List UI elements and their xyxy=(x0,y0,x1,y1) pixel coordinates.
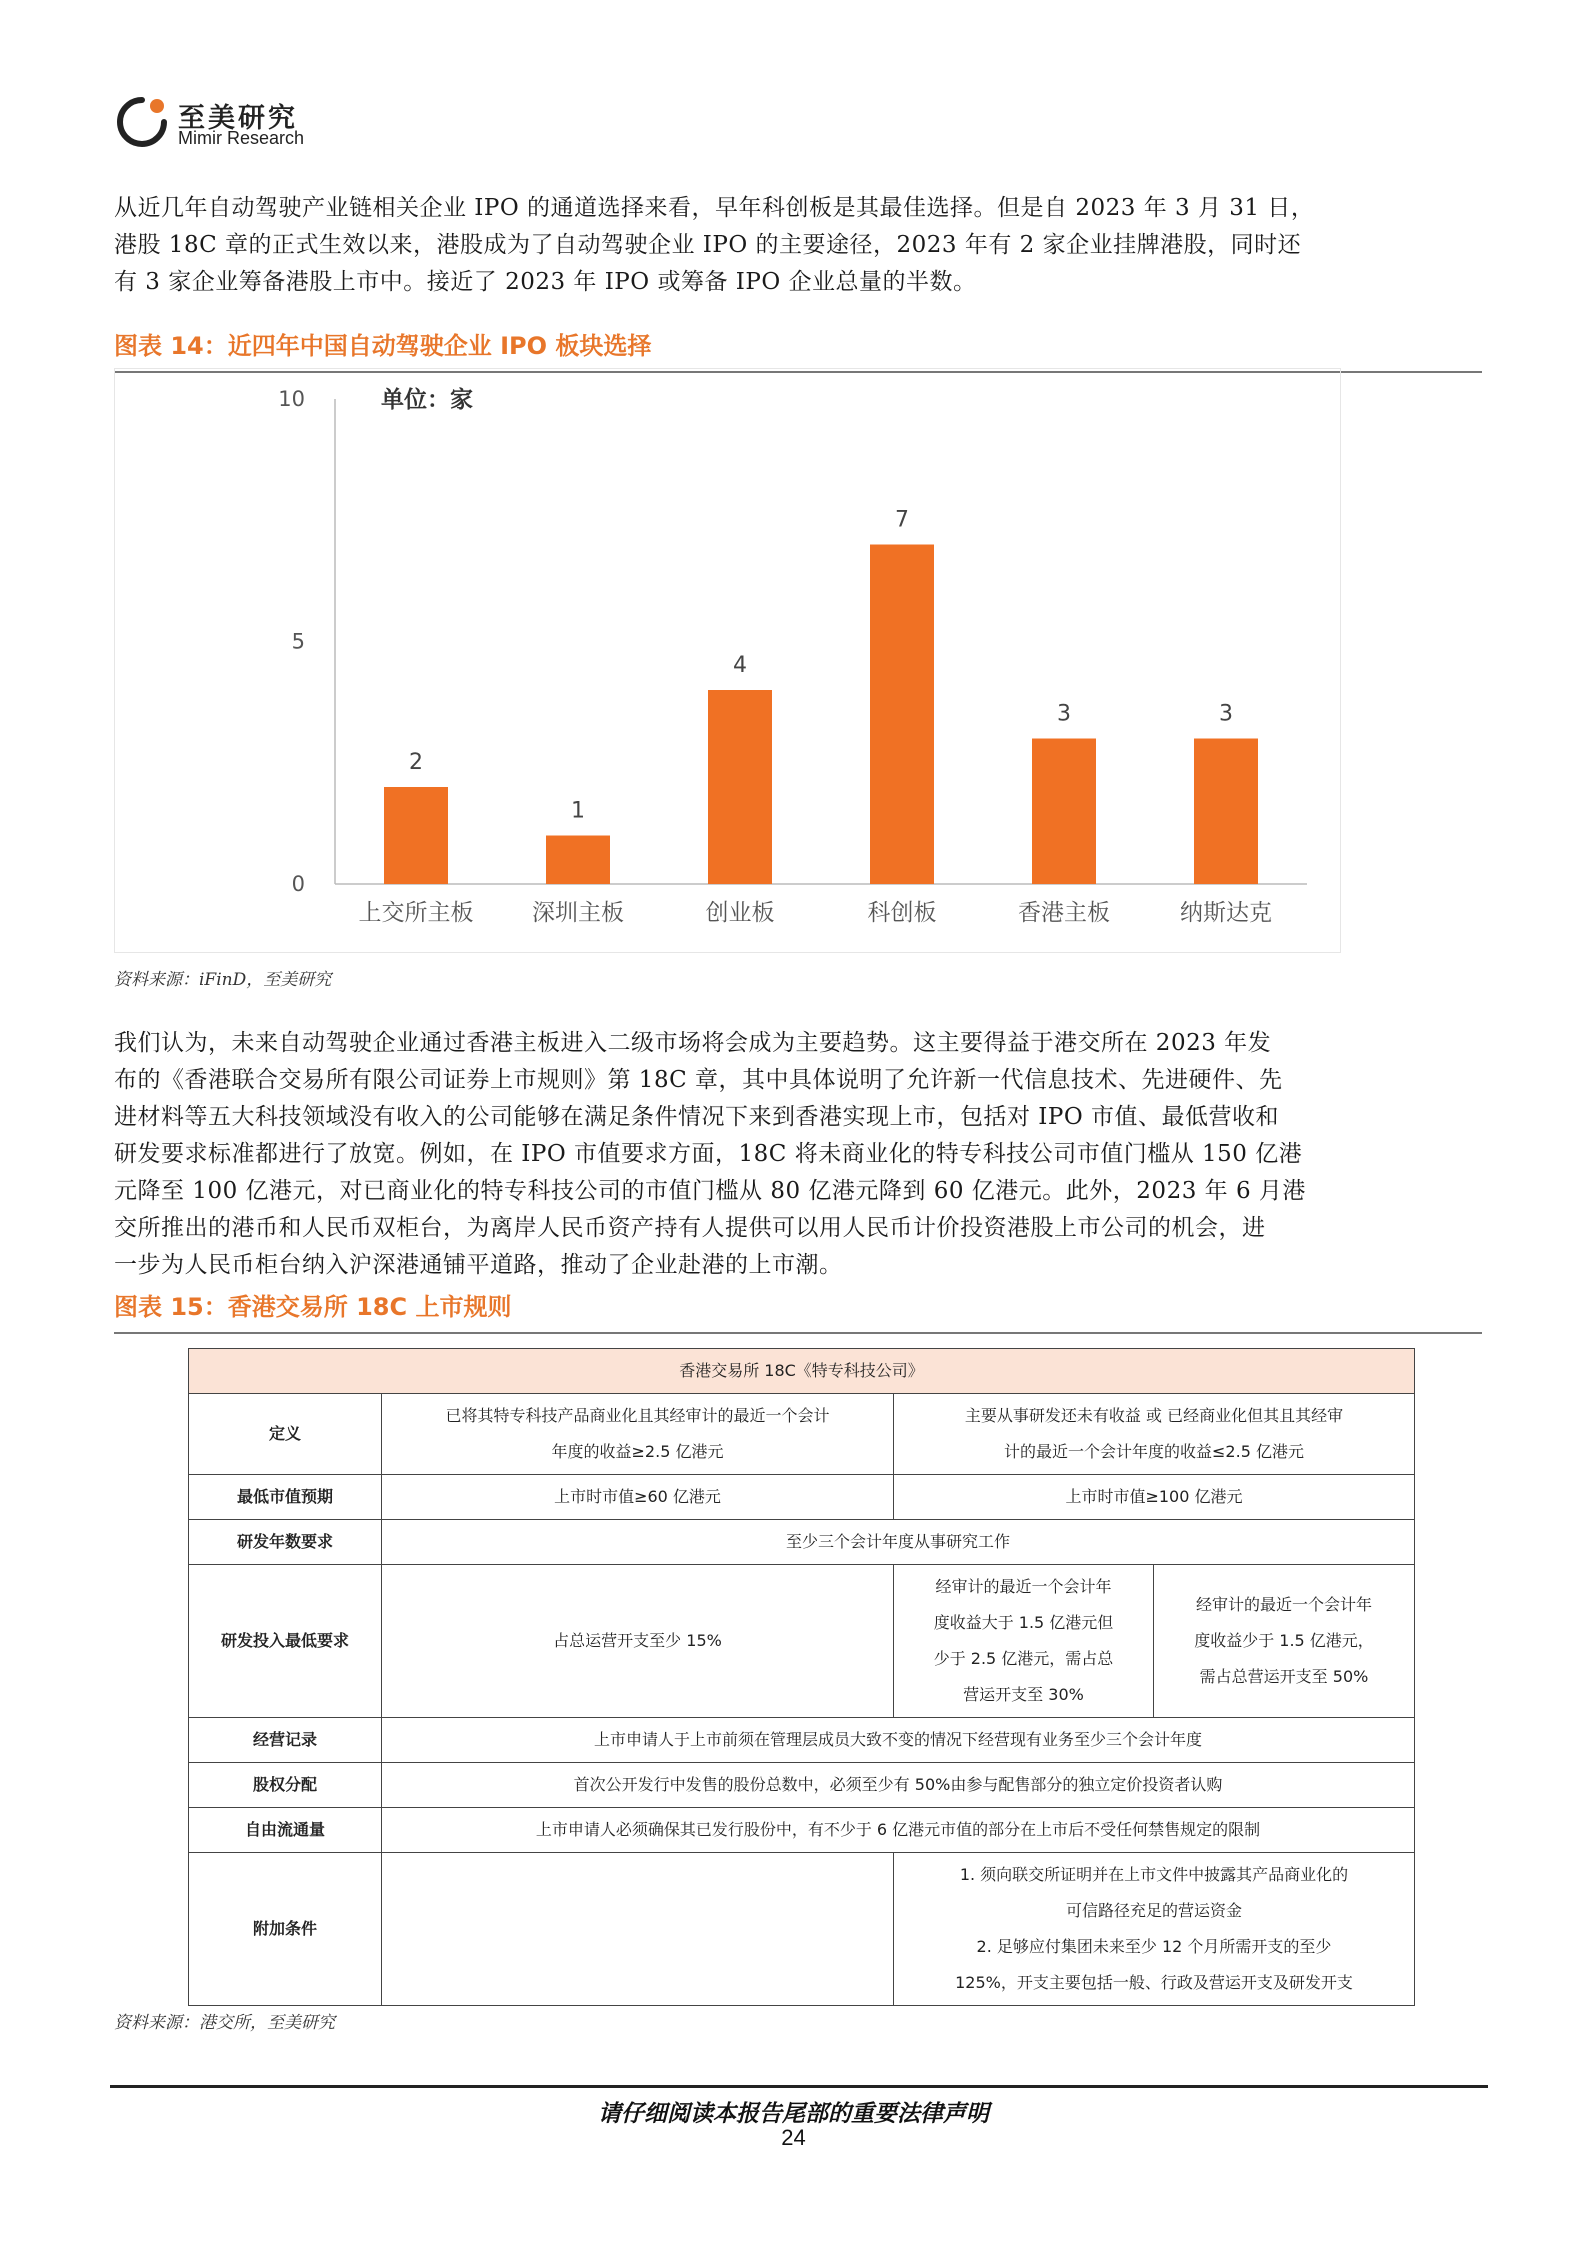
table-row xyxy=(189,1763,1415,1808)
bar-3 xyxy=(870,545,934,885)
row-label: 附加条件 xyxy=(189,1853,382,2006)
text-line: 进材料等五大科技领域没有收入的公司能够在满足条件情况下来到香港实现上市，包括对 IPO 市值、最低营收和 xyxy=(114,1104,1280,1130)
table-row xyxy=(189,1475,1415,1520)
table-cell: 主要从事研发还未有收益 或 已经商业化但其且其经审 计的最近一个会计年度的收益≤2.5 亿港元 xyxy=(894,1394,1415,1475)
figure-14-title: 图表 14：近四年中国自动驾驶企业 IPO 板块选择 xyxy=(114,326,1482,373)
text-line: 布的《香港联合交易所有限公司证券上市规则》第 18C 章，其中具体说明了允许新一代信息技术、先进硬件、先 xyxy=(114,1067,1283,1093)
figure-15-source: 资料来源：港交所，至美研究 xyxy=(114,2013,335,2033)
bar-2 xyxy=(708,690,772,884)
table-cell: 1. 须向联交所证明并在上市文件中披露其产品商业化的 可信路径充足的营运资金 2. 足够应付集团未来至少 12 个月所需开支的至少 125%，开支主要包括一般、行政及营运开支及研发开支 xyxy=(894,1853,1415,2006)
bar-value-label: 3 xyxy=(1057,701,1071,727)
footer-divider xyxy=(110,2085,1488,2088)
table-cell: 经审计的最近一个会计年 度收益少于 1.5 亿港元， 需占总营运开支至 50% xyxy=(1154,1565,1415,1718)
x-tick-label: 纳斯达克 xyxy=(1180,900,1272,926)
table-row xyxy=(189,1520,1415,1565)
bar-5 xyxy=(1194,739,1258,885)
text-line: 港股 18C 章的正式生效以来，港股成为了自动驾驶企业 IPO 的主要途径，2023 年有 2 家企业挂牌港股，同时还 xyxy=(114,232,1302,258)
table-row xyxy=(189,1394,1415,1475)
text-line: 元降至 100 亿港元，对已商业化的特专科技公司的市值门槛从 80 亿港元降到 60 亿港元。此外，2023 年 6 月港 xyxy=(114,1178,1306,1204)
x-tick-label: 深圳主板 xyxy=(532,900,624,926)
row-label: 研发年数要求 xyxy=(189,1520,382,1565)
x-tick-label: 科创板 xyxy=(867,900,937,926)
legal-notice: 请仔细阅读本报告尾部的重要法律声明 xyxy=(598,2100,989,2127)
bar-chart xyxy=(115,369,1340,952)
bar-value-label: 3 xyxy=(1219,701,1233,727)
figure-14-source: 资料来源：iFinD，至美研究 xyxy=(114,970,332,990)
table-cell: 上市申请人于上市前须在管理层成员大致不变的情况下经营现有业务至少三个会计年度 xyxy=(382,1718,1415,1763)
table-header: 香港交易所 18C《特专科技公司》 xyxy=(189,1349,1415,1394)
text-line: 研发要求标准都进行了放宽。例如，在 IPO 市值要求方面，18C 将未商业化的特专科技公司市值门槛从 150 亿港 xyxy=(114,1141,1303,1167)
table-row xyxy=(189,1853,1415,2006)
text-line: 有 3 家企业筹备港股上市中。接近了 2023 年 IPO 或筹备 IPO 企业总量的半数。 xyxy=(114,269,977,295)
table-cell: 至少三个会计年度从事研究工作 xyxy=(382,1520,1415,1565)
y-tick-label: 0 xyxy=(291,872,305,896)
figure-15-title: 图表 15：香港交易所 18C 上市规则 xyxy=(114,1287,1482,1334)
table-cell: 上市时市值≥100 亿港元 xyxy=(894,1475,1415,1520)
x-tick-label: 香港主板 xyxy=(1018,900,1110,926)
bar-value-label: 1 xyxy=(571,798,585,824)
x-tick-label: 创业板 xyxy=(705,900,775,926)
table-header-row xyxy=(189,1349,1415,1394)
text-line: 交所推出的港币和人民币双柜台，为离岸人民币资产持有人提供可以用人民币计价投资港股上市公司的机会，进 xyxy=(114,1215,1266,1241)
brand-name-en: Mimir Research xyxy=(178,128,305,148)
table-cell xyxy=(382,1853,894,2006)
text-line: 我们认为，未来自动驾驶企业通过香港主板进入二级市场将会成为主要趋势。这主要得益于港交所在 2023 年发 xyxy=(114,1030,1272,1056)
bar-value-label: 2 xyxy=(409,750,423,775)
bar-0 xyxy=(384,787,448,884)
row-label: 定义 xyxy=(189,1394,382,1475)
table-cell: 上市申请人必须确保其已发行股份中，有不少于 6 亿港元市值的部分在上市后不受任何禁售规定的限制 xyxy=(382,1808,1415,1853)
listing-rules-table xyxy=(188,1348,1415,2006)
table-cell: 经审计的最近一个会计年 度收益大于 1.5 亿港元但 少于 2.5 亿港元，需占总 营运开支至 30% xyxy=(894,1565,1154,1718)
bar-4 xyxy=(1032,739,1096,885)
row-label: 股权分配 xyxy=(189,1763,382,1808)
table-row xyxy=(189,1808,1415,1853)
intro-paragraph xyxy=(114,190,1482,301)
text-line: 从近几年自动驾驶产业链相关企业 IPO 的通道选择来看，早年科创板是其最佳选择。但是自 2023 年 3 月 31 日， xyxy=(114,195,1315,221)
row-label: 研发投入最低要求 xyxy=(189,1565,382,1718)
row-label: 最低市值预期 xyxy=(189,1475,382,1520)
table-row xyxy=(189,1718,1415,1763)
bar-1 xyxy=(546,836,610,885)
y-tick-label: 10 xyxy=(278,387,305,411)
table-row xyxy=(189,1565,1415,1718)
x-tick-label: 上交所主板 xyxy=(358,900,474,926)
brand-logo xyxy=(114,90,374,150)
table-cell: 上市时市值≥60 亿港元 xyxy=(382,1475,894,1520)
row-label: 经营记录 xyxy=(189,1718,382,1763)
table-cell: 首次公开发行中发售的股份总数中，必须至少有 50%由参与配售部分的独立定价投资者认购 xyxy=(382,1763,1415,1808)
bar-value-label: 4 xyxy=(733,653,747,678)
chart-unit-label: 单位：家 xyxy=(381,387,473,413)
y-tick-label: 5 xyxy=(291,629,305,654)
analysis-paragraph xyxy=(114,1025,1482,1284)
page-number: 24 xyxy=(781,2125,806,2150)
text-line: 一步为人民币柜台纳入沪深港通铺平道路，推动了企业赴港的上市潮。 xyxy=(114,1252,843,1278)
table-cell: 已将其特专科技产品商业化且其经审计的最近一个会计 年度的收益≥2.5 亿港元 xyxy=(382,1394,894,1475)
row-label: 自由流通量 xyxy=(189,1808,382,1853)
brand-name-cn: 至美研究 xyxy=(178,103,298,134)
bar-value-label: 7 xyxy=(895,507,909,533)
table-cell: 占总运营开支至少 15% xyxy=(382,1565,894,1718)
logo-mark-icon xyxy=(114,94,170,150)
ipo-board-chart xyxy=(114,368,1341,953)
